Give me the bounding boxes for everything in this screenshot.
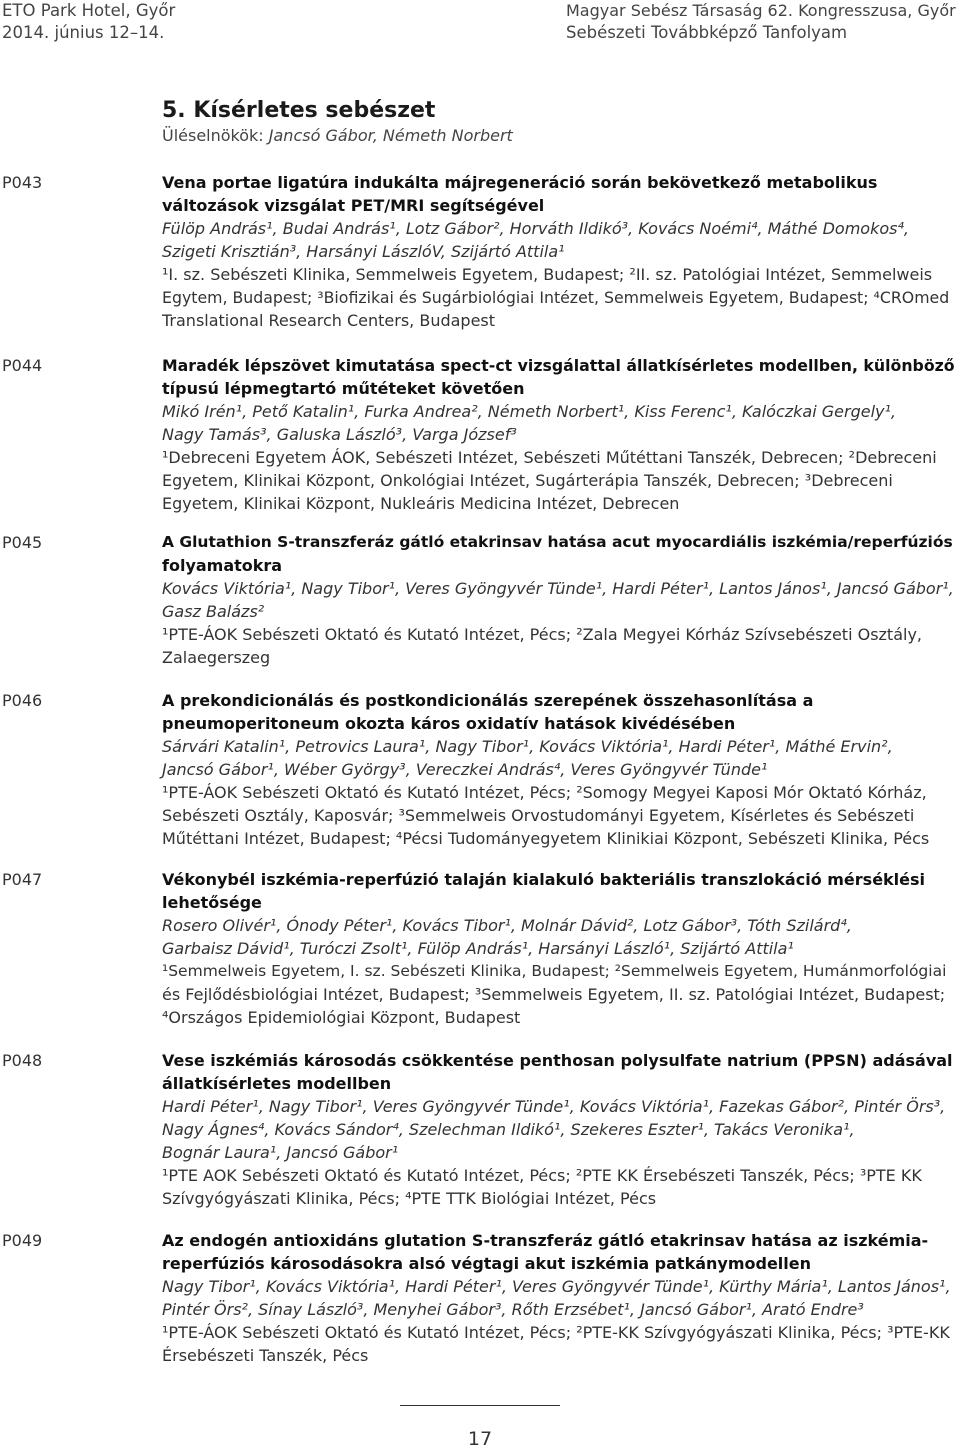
entry-title-line: reperfúziós károsodásokra alsó végtagi akut iszkémia patkánymodellen xyxy=(162,1254,812,1273)
entry-authors-line: Pintér Örs², Sínay László³, Menyhei Gábor³, Rőth Erzsébet¹, Jancsó Gábor¹, Arató Endre³ xyxy=(162,1300,864,1319)
chairs-names: Jancsó Gábor, Németh Norbert xyxy=(268,126,513,145)
chairs-label: Üléselnökök: xyxy=(162,126,269,145)
entry-affiliation-line: ¹PTE-ÁOK Sebészeti Oktató és Kutató Intézet, Pécs; ²Somogy Megyei Kaposi Mór Oktató Kórház, xyxy=(162,783,927,802)
entry-authors-line: Szigeti Krisztián³, Harsányi LászlóV, Szijártó Attila¹ xyxy=(162,242,565,261)
entry-authors-line: Jancsó Gábor¹, Wéber György³, Vereczkei András⁴, Veres Gyöngyvér Tünde¹ xyxy=(162,760,768,779)
section-chairs xyxy=(162,125,513,147)
entry-affiliation-line: ¹I. sz. Sebészeti Klinika, Semmelweis Egyetem, Budapest; ²II. sz. Patológiai Intézet, Semmelweis xyxy=(162,265,933,284)
poster-code: P044 xyxy=(2,356,43,375)
entry-body xyxy=(162,354,958,515)
entry-authors-line: Bognár Laura¹, Jancsó Gábor¹ xyxy=(162,1143,399,1162)
entry-title-line: Vena portae ligatúra indukálta májregeneráció során bekövetkező metabolikus xyxy=(162,173,878,192)
entry-affiliation-line: ¹PTE-ÁOK Sebészeti Oktató és Kutató Intézet, Pécs; ²Zala Megyei Kórház Szívsebészeti Osztály, xyxy=(162,625,923,644)
entry-title-line: Az endogén antioxidáns glutation S-transzferáz gátló etakrinsav hatása az iszkémia- xyxy=(162,1231,929,1250)
section-title: 5. Kísérletes sebészet xyxy=(162,98,436,123)
entry-body xyxy=(162,1049,958,1210)
entry-body xyxy=(162,689,958,850)
entry-body xyxy=(162,1229,958,1367)
entry-affiliation-line: ⁴Országos Epidemiológiai Központ, Budapest xyxy=(162,1008,521,1027)
entry-affiliation-line: ¹PTE AOK Sebészeti Oktató és Kutató Intézet, Pécs; ²PTE KK Érsebészeti Tanszék, Pécs; ³PTE KK xyxy=(162,1166,922,1185)
entry-authors-line: Fülöp András¹, Budai András¹, Lotz Gábor², Horváth Ildikó³, Kovács Noémi⁴, Máthé Domokos⁴, xyxy=(162,219,909,238)
header-venue: ETO Park Hotel, Győr xyxy=(2,1,176,20)
entry-authors-line: Rosero Olivér¹, Ónody Péter¹, Kovács Tibor¹, Molnár Dávid², Lotz Gábor³, Tóth Szilárd⁴, xyxy=(162,916,852,935)
entry-authors-line: Sárvári Katalin¹, Petrovics Laura¹, Nagy Tibor¹, Kovács Viktória¹, Hardi Péter¹, Máthé Ervin², xyxy=(162,737,893,756)
entry-affiliation-line: ¹Semmelweis Egyetem, I. sz. Sebészeti Klinika, Budapest; ²Semmelweis Egyetem, Humánmorfológiai xyxy=(162,962,947,980)
entry-affiliation-line: Egytem, Budapest; ³Biofizikai és Sugárbiológiai Intézet, Semmelweis Egyetem, Budapest; ⁴CROmed xyxy=(162,288,950,307)
entry-authors-line: Hardi Péter¹, Nagy Tibor¹, Veres Gyöngyvér Tünde¹, Kovács Viktória¹, Fazekas Gábor², Pintér Örs³, xyxy=(162,1097,946,1116)
header-course: Sebészeti Továbbképző Tanfolyam xyxy=(566,23,848,42)
entry-affiliation-line: Érsebészeti Tanszék, Pécs xyxy=(162,1346,369,1365)
entry-title-line: Maradék lépszövet kimutatása spect-ct vizsgálattal állatkísérletes modellben, különböző xyxy=(162,356,955,375)
entry-affiliation-line: ¹Debreceni Egyetem ÁOK, Sebészeti Intézet, Sebészeti Műtéttani Tanszék, Debrecen; ²Debreceni xyxy=(162,448,937,467)
header-date: 2014. június 12–14. xyxy=(2,23,165,42)
entry-title-line: Vese iszkémiás károsodás csökkentése penthosan polysulfate natrium (PPSN) adásával xyxy=(162,1051,953,1070)
header-left xyxy=(2,0,175,44)
entry-affiliation-line: Zalaegerszeg xyxy=(162,648,271,667)
entry-authors-line: Nagy Tibor¹, Kovács Viktória¹, Hardi Péter¹, Veres Gyöngyvér Tünde¹, Kürthy Mária¹, Lantos János¹, xyxy=(162,1277,951,1296)
entry-title-line: pneumoperitoneum okozta káros oxidatív hatások kivédésében xyxy=(162,714,736,733)
entry-affiliation-line: Szívgyógyászati Klinika, Pécs; ⁴PTE TTK Biológiai Intézet, Pécs xyxy=(162,1189,657,1208)
poster-code: P046 xyxy=(2,691,43,710)
entry-title-line: A Glutathion S-transzferáz gátló etakrinsav hatása acut myocardiális iszkémia/reperfúziós xyxy=(162,533,953,551)
entry-title-line: változások vizsgálat PET/MRI segítségével xyxy=(162,196,545,215)
header-right xyxy=(566,0,956,44)
poster-code: P048 xyxy=(2,1051,43,1070)
entry-affiliation-line: Egyetem, Klinikai Központ, Onkológiai Intézet, Sugárterápia Tanszék, Debrecen; ³Debreceni xyxy=(162,471,893,490)
entry-title-line: A prekondicionálás és postkondicionálás szerepének összehasonlítása a xyxy=(162,691,814,710)
footer-divider xyxy=(400,1405,560,1406)
header-congress: Magyar Sebész Társaság 62. Kongresszusa, Győr xyxy=(566,1,956,20)
entry-title-line: állatkísérletes modellben xyxy=(162,1074,392,1093)
entry-body xyxy=(162,531,958,669)
entry-title-line: típusú lépmegtartó műtéteket követően xyxy=(162,379,525,398)
entry-title-line: folyamatokra xyxy=(162,556,283,575)
entry-affiliation-line: Sebészeti Osztály, Kaposvár; ³Semmelweis Orvostudományi Egyetem, Kísérletes és Sebészeti xyxy=(162,806,915,825)
entry-body xyxy=(162,868,958,1029)
entry-authors-line: Nagy Tamás³, Galuska László³, Varga József³ xyxy=(162,425,517,444)
entry-affiliation-line: Műtéttani Intézet, Budapest; ⁴Pécsi Tudományegyetem Klinikiai Központ, Sebészeti Klinika, Pécs xyxy=(162,829,930,848)
poster-code: P047 xyxy=(2,870,43,889)
page-number: 17 xyxy=(467,1428,493,1450)
entry-authors-line: Nagy Ágnes⁴, Kovács Sándor⁴, Szelechman Ildikó¹, Szekeres Eszter¹, Takács Veronika¹, xyxy=(162,1120,855,1139)
poster-code: P045 xyxy=(2,533,43,552)
entry-title-line: Vékonybél iszkémia-reperfúzió talaján kialakuló bakteriális transzlokáció mérséklési xyxy=(162,870,926,889)
entry-body xyxy=(162,171,958,332)
entry-affiliation-line: Egyetem, Klinikai Központ, Nukleáris Medicina Intézet, Debrecen xyxy=(162,494,680,513)
section-heading xyxy=(162,97,513,147)
poster-code: P043 xyxy=(2,173,43,192)
entry-authors-line: Kovács Viktória¹, Nagy Tibor¹, Veres Gyöngyvér Tünde¹, Hardi Péter¹, Lantos János¹, Jancsó Gábor¹, xyxy=(162,579,954,598)
entry-affiliation-line: ¹PTE-ÁOK Sebészeti Oktató és Kutató Intézet, Pécs; ²PTE-KK Szívgyógyászati Klinika, Pécs; ³PTE-KK xyxy=(162,1323,950,1342)
entry-affiliation-line: Translational Research Centers, Budapest xyxy=(162,311,496,330)
entry-authors-line: Garbaisz Dávid¹, Turóczi Zsolt¹, Fülöp András¹, Harsányi László¹, Szijártó Attila¹ xyxy=(162,939,794,958)
poster-code: P049 xyxy=(2,1231,43,1250)
entry-affiliation-line: és Fejlődésbiológiai Intézet, Budapest; ³Semmelweis Egyetem, II. sz. Patológiai Intézet, Budapest; xyxy=(162,985,946,1004)
entry-title-line: lehetősége xyxy=(162,893,262,912)
entry-authors-line: Gasz Balázs² xyxy=(162,602,265,621)
entry-authors-line: Mikó Irén¹, Pető Katalin¹, Furka Andrea², Németh Norbert¹, Kiss Ferenc¹, Kalóczkai Gergely¹, xyxy=(162,402,896,421)
